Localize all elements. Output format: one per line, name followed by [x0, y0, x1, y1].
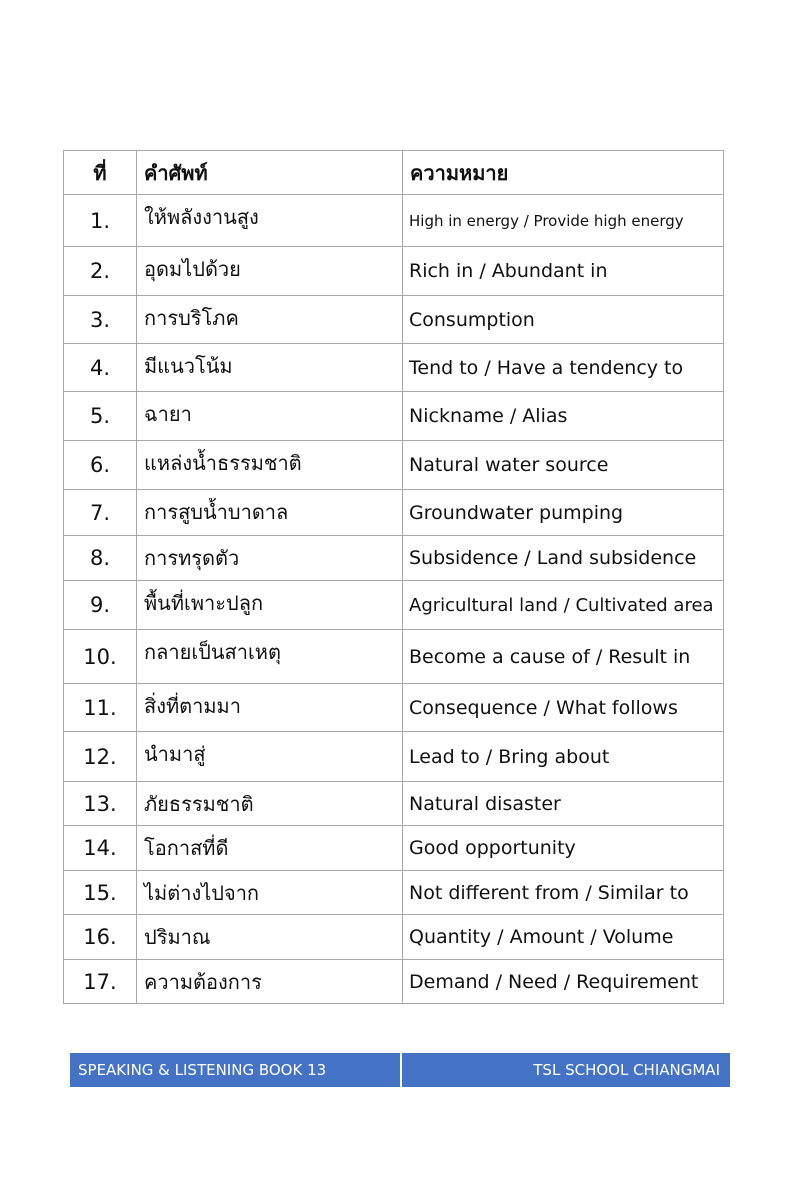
table-row	[64, 732, 724, 782]
row-meaning: Agricultural land / Cultivated area	[403, 581, 724, 630]
table-row	[64, 536, 724, 581]
row-meaning: Become a cause of / Result in	[403, 630, 724, 684]
header-number: ที่	[64, 151, 137, 195]
table-row	[64, 782, 724, 826]
row-thai-word: สิ่งที่ตามมา	[137, 684, 403, 732]
table-row	[64, 490, 724, 536]
row-meaning: Not different from / Similar to	[403, 871, 724, 915]
row-meaning: Natural disaster	[403, 782, 724, 826]
row-number: 9.	[64, 581, 137, 630]
row-number: 15.	[64, 871, 137, 915]
row-number: 2.	[64, 247, 137, 296]
table-row	[64, 581, 724, 630]
table-row	[64, 826, 724, 871]
row-number: 16.	[64, 915, 137, 960]
row-thai-word: แหล่งน้ำธรรมชาติ	[137, 441, 403, 490]
footer-school-name: TSL SCHOOL CHIANGMAI	[402, 1053, 730, 1087]
row-number: 14.	[64, 826, 137, 871]
row-number: 10.	[64, 630, 137, 684]
row-number: 4.	[64, 344, 137, 392]
table-row	[64, 630, 724, 684]
row-meaning: Quantity / Amount / Volume	[403, 915, 724, 960]
row-thai-word: พื้นที่เพาะปลูก	[137, 581, 403, 630]
row-meaning: Consumption	[403, 296, 724, 344]
header-vocabulary: คำศัพท์	[137, 151, 403, 195]
row-number: 11.	[64, 684, 137, 732]
row-meaning: Consequence / What follows	[403, 684, 724, 732]
table-row	[64, 296, 724, 344]
row-meaning: High in energy / Provide high energy	[403, 195, 724, 247]
row-meaning: Demand / Need / Requirement	[403, 960, 724, 1004]
row-thai-word: กลายเป็นสาเหตุ	[137, 630, 403, 684]
row-thai-word: การบริโภค	[137, 296, 403, 344]
row-meaning: Subsidence / Land subsidence	[403, 536, 724, 581]
row-thai-word: ภัยธรรมชาติ	[137, 782, 403, 826]
row-number: 1.	[64, 195, 137, 247]
row-number: 3.	[64, 296, 137, 344]
row-number: 13.	[64, 782, 137, 826]
table-row	[64, 392, 724, 441]
row-thai-word: ปริมาณ	[137, 915, 403, 960]
header-meaning: ความหมาย	[403, 151, 724, 195]
table-row	[64, 344, 724, 392]
row-meaning: Rich in / Abundant in	[403, 247, 724, 296]
row-thai-word: โอกาสที่ดี	[137, 826, 403, 871]
row-number: 8.	[64, 536, 137, 581]
table-row	[64, 684, 724, 732]
row-meaning: Nickname / Alias	[403, 392, 724, 441]
table-row	[64, 871, 724, 915]
row-thai-word: อุดมไปด้วย	[137, 247, 403, 296]
row-thai-word: ให้พลังงานสูง	[137, 195, 403, 247]
row-meaning: Lead to / Bring about	[403, 732, 724, 782]
row-thai-word: ฉายา	[137, 392, 403, 441]
row-number: 17.	[64, 960, 137, 1004]
table-row	[64, 441, 724, 490]
table-row	[64, 960, 724, 1004]
table-row	[64, 915, 724, 960]
table-header-row	[64, 151, 724, 195]
row-thai-word: การสูบน้ำบาดาล	[137, 490, 403, 536]
row-number: 6.	[64, 441, 137, 490]
table-row	[64, 247, 724, 296]
row-thai-word: ไม่ต่างไปจาก	[137, 871, 403, 915]
row-meaning: Tend to / Have a tendency to	[403, 344, 724, 392]
row-number: 7.	[64, 490, 137, 536]
row-number: 5.	[64, 392, 137, 441]
row-thai-word: นำมาสู่	[137, 732, 403, 782]
row-meaning: Good opportunity	[403, 826, 724, 871]
vocabulary-table	[63, 150, 724, 1004]
page-footer	[70, 1053, 730, 1087]
row-meaning: Natural water source	[403, 441, 724, 490]
row-meaning: Groundwater pumping	[403, 490, 724, 536]
row-number: 12.	[64, 732, 137, 782]
table-row	[64, 195, 724, 247]
row-thai-word: มีแนวโน้ม	[137, 344, 403, 392]
row-thai-word: การทรุดตัว	[137, 536, 403, 581]
row-thai-word: ความต้องการ	[137, 960, 403, 1004]
footer-book-title: SPEAKING & LISTENING BOOK 13	[70, 1053, 400, 1087]
